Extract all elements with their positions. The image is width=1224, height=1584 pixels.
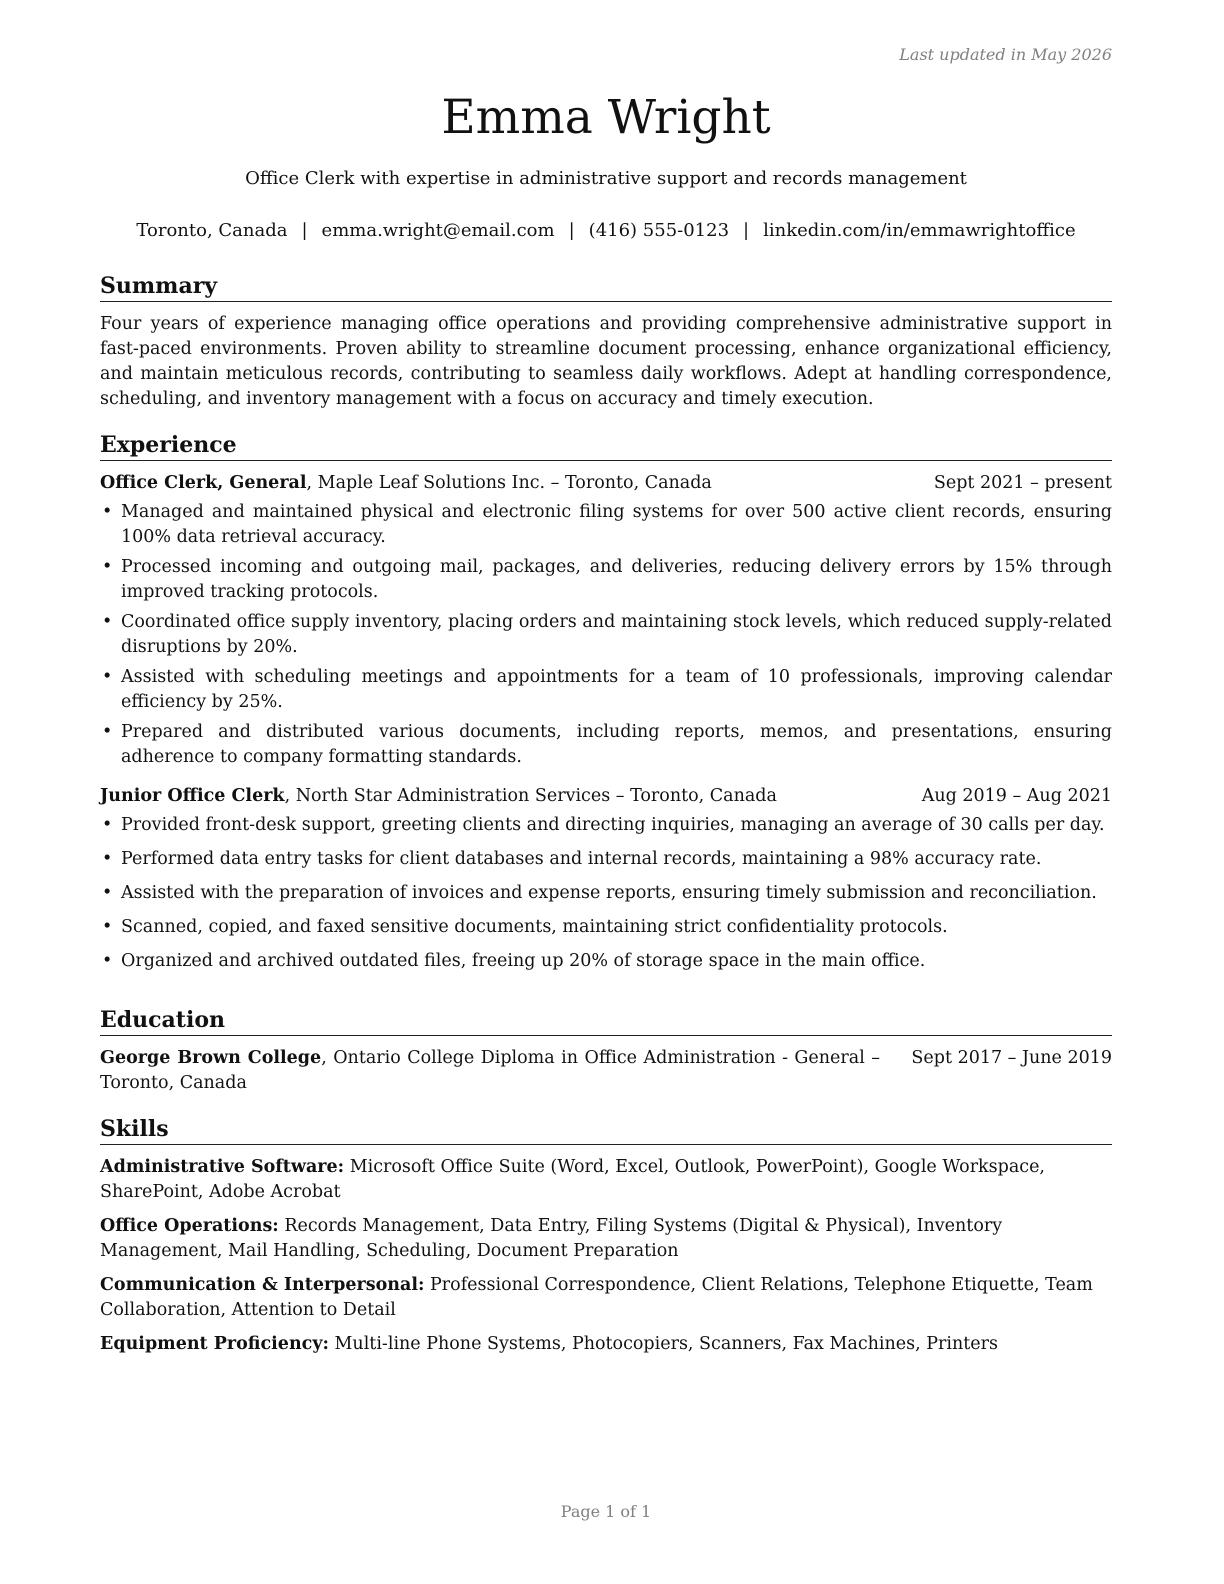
skill-label: Administrative Software: <box>100 1157 345 1177</box>
skill-row <box>100 1273 1112 1323</box>
job-bullets <box>100 500 1112 770</box>
education-section <box>100 1006 1112 1096</box>
job-bullet: • Scanned, copied, and faxed sensitive documents, maintaining strict confidentiality protocols. <box>102 917 948 937</box>
skill-value: Multi-line Phone Systems, Photocopiers, Scanners, Fax Machines, Printers <box>328 1334 998 1354</box>
job-bullet: • Coordinated office supply inventory, placing orders and maintaining stock levels, which reduced supply-related disruptions by 20%. <box>102 612 1112 657</box>
skill-row <box>100 1332 1112 1357</box>
education-detail: , Ontario College Diploma in Office Administration - General – Toronto, Canada <box>100 1048 880 1093</box>
skill-label: Communication & Interpersonal: <box>100 1275 425 1295</box>
skill-value: Records Management, Data Entry, Filing Systems (Digital & Physical), Inventory Management, Mail Handling, Scheduling, Document Preparation <box>100 1216 1003 1261</box>
summary-title: Summary <box>100 272 1112 302</box>
education-dates: Sept 2017 – June 2019 <box>911 1048 1112 1068</box>
job-bullet: • Provided front-desk support, greeting clients and directing inquiries, managing an average of 30 calls per day. <box>102 815 1105 835</box>
job-bullet: • Processed incoming and outgoing mail, packages, and deliveries, reducing delivery errors by 15% through improved tracking protocols. <box>102 557 1112 602</box>
last-updated-note: Last updated in May 2026 <box>899 45 1112 64</box>
summary-section <box>100 272 1112 412</box>
skill-label: Office Operations: <box>100 1216 279 1236</box>
headline: Office Clerk with expertise in administrative support and records management <box>245 168 967 189</box>
job-role: Office Clerk, General <box>100 473 307 493</box>
education-school: George Brown College <box>100 1048 322 1068</box>
contact-line <box>100 219 1112 243</box>
job-bullet: • Performed data entry tasks for client databases and internal records, maintaining a 98% accuracy rate. <box>102 849 1042 869</box>
experience-title: Experience <box>100 431 1112 461</box>
job-entry <box>100 471 1112 770</box>
skill-row <box>100 1214 1112 1264</box>
job-role: Junior Office Clerk <box>100 786 285 806</box>
job-company: , North Star Administration Services – Toronto, Canada <box>284 786 777 806</box>
skill-value: Professional Correspondence, Client Relations, Telephone Etiquette, Team Collaboration, Attention to Detail <box>100 1275 1093 1320</box>
job-bullet: • Managed and maintained physical and electronic filing systems for over 500 active client records, ensuring 100% data retrieval accuracy. <box>102 502 1112 547</box>
contact-separator: | <box>743 220 750 241</box>
summary-text: Four years of experience managing office operations and providing comprehensive administrative support in fast-paced environments. Proven ability to streamline document processing, enhance organizational efficiency, and maintain meticulous records, contributing to seamless daily workflows. Adept at handling correspondence, scheduling, and inventory management with a focus on accuracy and timely execution. <box>100 314 1112 409</box>
job-bullet: • Prepared and distributed various documents, including reports, memos, and presentations, ensuring adherence to company formatting standards. <box>102 722 1112 767</box>
skill-value: Microsoft Office Suite (Word, Excel, Outlook, PowerPoint), Google Workspace, SharePoint, Adobe Acrobat <box>100 1157 1045 1202</box>
contact-phone: (416) 555-0123 <box>588 220 730 241</box>
contact-linkedin[interactable]: linkedin.com/in/emmawrightoffice <box>763 220 1076 241</box>
job-header <box>100 784 1112 809</box>
education-entry <box>100 1046 1112 1096</box>
job-bullets <box>100 813 1112 974</box>
resume-page <box>100 0 1112 1584</box>
job-bullet: • Assisted with scheduling meetings and appointments for a team of 10 professionals, improving calendar efficiency by 25%. <box>102 667 1112 712</box>
job-company: , Maple Leaf Solutions Inc. – Toronto, Canada <box>306 473 712 493</box>
contact-separator: | <box>568 220 575 241</box>
experience-section <box>100 431 1112 983</box>
page-number: Page 1 of 1 <box>560 1502 652 1521</box>
job-bullet: • Organized and archived outdated files, freeing up 20% of storage space in the main office. <box>102 951 926 971</box>
education-title: Education <box>100 1006 1112 1036</box>
skills-title: Skills <box>100 1115 1112 1145</box>
contact-email[interactable]: emma.wright@email.com <box>321 220 555 241</box>
job-dates: Aug 2019 – Aug 2021 <box>921 786 1112 806</box>
skill-row <box>100 1155 1112 1205</box>
contact-location: Toronto, Canada <box>136 220 288 241</box>
contact-separator: | <box>301 220 308 241</box>
candidate-name: Emma Wright <box>441 90 771 145</box>
job-bullet: • Assisted with the preparation of invoices and expense reports, ensuring timely submission and reconciliation. <box>102 883 1097 903</box>
job-entry <box>100 784 1112 974</box>
job-dates: Sept 2021 – present <box>933 473 1112 493</box>
skill-label: Equipment Proficiency: <box>100 1334 329 1354</box>
job-header <box>100 471 1112 496</box>
skills-section <box>100 1115 1112 1366</box>
